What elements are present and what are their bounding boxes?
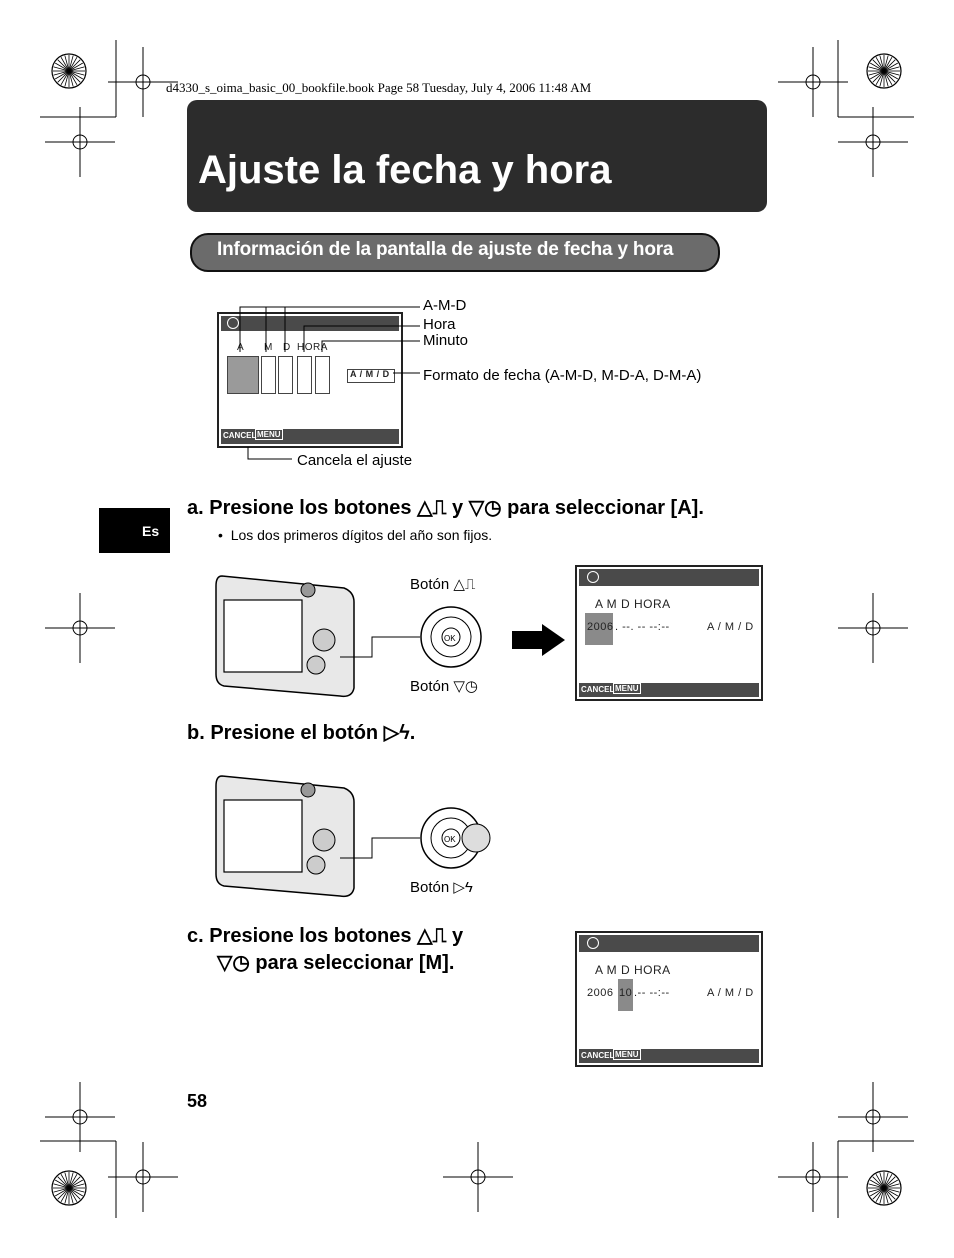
- callout-minuto: Minuto: [423, 332, 469, 349]
- btn-right-label: Botón ▷ϟ: [410, 879, 473, 896]
- step-c-letter: c.: [187, 925, 204, 947]
- section-title: Información de la pantalla de ajuste de fecha y hora: [217, 239, 674, 260]
- callout-amd: A-M-D: [423, 297, 467, 314]
- step-a-mid: y: [452, 497, 464, 519]
- screen-c-cancel: CANCEL: [581, 1051, 615, 1060]
- step-a-letter: a.: [187, 497, 204, 519]
- step-c-line2-text: para seleccionar [M].: [255, 952, 455, 974]
- screen-a-year: 2006: [587, 621, 614, 633]
- step-b-text: Presione el botón: [210, 722, 379, 744]
- screen-c-year: 2006: [587, 987, 614, 999]
- screen-c-menu: MENU: [615, 1050, 639, 1059]
- btn-up-label: Botón △⎍: [410, 576, 476, 593]
- screen-a-header: A M D HORA: [595, 597, 671, 611]
- screen-c: [575, 931, 763, 1067]
- up-print-icon: △⎍: [417, 497, 447, 519]
- callout-cancela: Cancela el ajuste: [297, 452, 413, 469]
- step-c-line1: [187, 923, 463, 948]
- down-timer-icon: ▽◷: [468, 497, 502, 519]
- diag-a-label: A: [237, 342, 245, 353]
- file-header-line: d4330_s_oima_basic_00_bookfile.book Page 58 Tuesday, July 4, 2006 11:48 AM: [166, 80, 592, 95]
- step-a-note-text: Los dos primeros dígitos del año son fijos.: [230, 527, 493, 543]
- step-c-line1-text: Presione los botones: [209, 925, 412, 947]
- svg-text:OK: OK: [444, 835, 456, 844]
- svg-text:OK: OK: [444, 634, 456, 643]
- page-title: Ajuste la fecha y hora: [198, 148, 612, 192]
- callout-hora: Hora: [423, 316, 456, 333]
- step-c-y: y: [452, 925, 464, 947]
- btn-down-label: Botón ▽◷: [410, 678, 478, 695]
- up-print-icon-c: △⎍: [417, 925, 447, 947]
- step-c-line2: [217, 950, 454, 975]
- diag-d-label: D: [283, 342, 291, 353]
- diag-format-label: A / M / D: [350, 369, 390, 379]
- screen-c-month: 10: [619, 987, 633, 999]
- down-timer-icon-c: ▽◷: [217, 952, 250, 974]
- screen-a-cancel: CANCEL: [581, 685, 615, 694]
- step-b-end: .: [409, 722, 416, 744]
- diag-m-label: M: [264, 342, 273, 353]
- screen-a-menu: MENU: [615, 684, 639, 693]
- step-a-pre: Presione los botones: [209, 497, 412, 519]
- diag-hora-label: HORA: [297, 342, 328, 353]
- screen-c-header: A M D HORA: [595, 963, 671, 977]
- screen-a-rest: . --. -- --:--: [615, 621, 670, 633]
- page-number: 58: [187, 1091, 208, 1111]
- step-a-note: • Los dos primeros dígitos del año son fijos.: [218, 527, 493, 543]
- callout-formato: Formato de fecha (A-M-D, M-D-A, D-M-A): [423, 367, 702, 384]
- diag-menu-label: MENU: [257, 430, 281, 439]
- step-b-letter: b.: [187, 722, 205, 744]
- screen-a-format: A / M / D: [707, 621, 754, 633]
- right-flash-icon: ▷ϟ: [383, 722, 410, 744]
- screen-c-rest: .-- --:--: [634, 987, 670, 999]
- screen-c-format: A / M / D: [707, 987, 754, 999]
- step-a-post: para seleccionar [A].: [507, 497, 704, 519]
- diag-cancel-label: CANCEL: [223, 431, 257, 440]
- language-tab-label: Es: [142, 523, 160, 539]
